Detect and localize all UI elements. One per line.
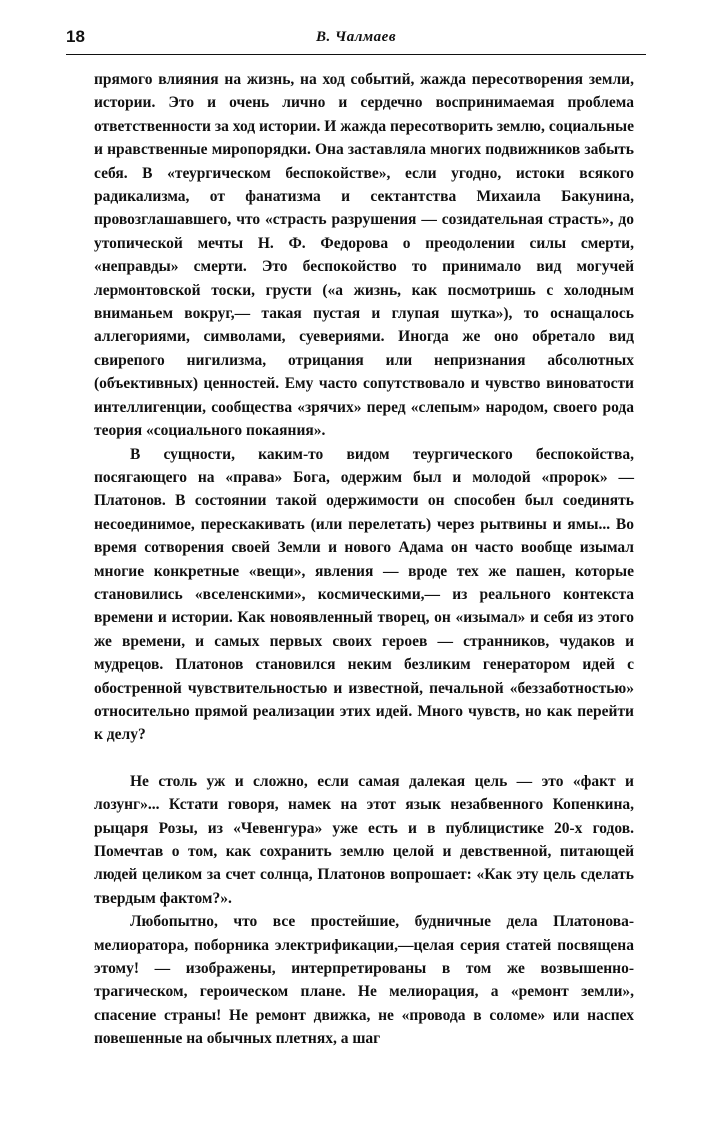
page-header (66, 26, 646, 55)
running-head: В. Чалмаев (315, 29, 397, 45)
section-break (94, 747, 634, 770)
paragraph-4: Любопытно, что все простейшие, будничные дела Платонова-мелиоратора, поборника электрификации,—целая серия статей посвящена этому! — изображены, интерпретированы в том же возвышенно-трагическом, героическом плане. Не мелиорация, а «ремонт земли», спасение страны! Не ремонт движка, не «провода в соломе» или наспех повешенные на обычных плетнях, а шаг (94, 913, 634, 1048)
page-number: 18 (66, 27, 85, 46)
body-text (94, 68, 634, 1051)
paragraph-2: В сущности, каким-то видом теургического беспокойства, посягающего на «права» Бога, одержим был и молодой «пророк» — Платонов. В состоянии такой одержимости он способен был соединять несоединимое, перескакивать (или перелетать) через рытвины и ямы... Во время сотворения своей Земли и нового Адама он часто вообще изымал многие конкретные «вещи», явления — вроде тех же пашен, которые становились «вселенскими», космическими,— из реального контекста времени и истории. Как новоявленный творец, он «изымал» и себя из этого же времени, и самых первых своих героев — странников, чудаков и мудрецов. Платонов становился неким безликим генератором идей с обостренной чувствительностью и известной, печальной «беззаботностью» относительно прямой реализации этих идей. Много чувств, но как перейти к делу? (94, 445, 634, 744)
paragraph-1: прямого влияния на жизнь, на ход событий, жажда пересотворения земли, истории. Это и очень лично и сердечно воспринимаемая проблема ответственности за ход истории. И жажда пересотворить землю, социальные и нравственные миропорядки. Она заставляла многих подвижников забыть себя. В «теургическом беспокойстве», если угодно, истоки всякого радикализма, от фанатизма и сектантства Михаила Бакунина, провозглашавшего, что «страсть разрушения — созидательная страсть», до утопической мечты Н. Ф. Федорова о преодолении силы смерти, «неправды» смерти. Это беспокойство то принимало вид могучей лермонтовской тоски, грусти («а жизнь, как посмотришь с холодным вниманьем вокруг,— такая пустая и глупая шутка»), то оснащалось аллегориями, символами, суевериями. Иногда же оно обретало вид свирепого нигилизма, отрицания или непризнания абсолютных (объективных) ценностей. Ему часто сопутствовало и чувство виноватости интеллигенции, сообщества «зрячих» перед «слепым» народом, своего рода теория «социального покаяния». (94, 71, 634, 440)
paragraph-3: Не столь уж и сложно, если самая далекая цель — это «факт и лозунг»... Кстати говоря, намек на этот язык незабвенного Копенкина, рыцаря Розы, из «Чевенгура» уже есть и в публицистике 20-х годов. Помечтав о том, как сохранить землю целой и девственной, питающей людей целиком за счет солнца, Платонов вопрошает: «Как эту цель сделать твердым фактом?». (94, 772, 634, 907)
